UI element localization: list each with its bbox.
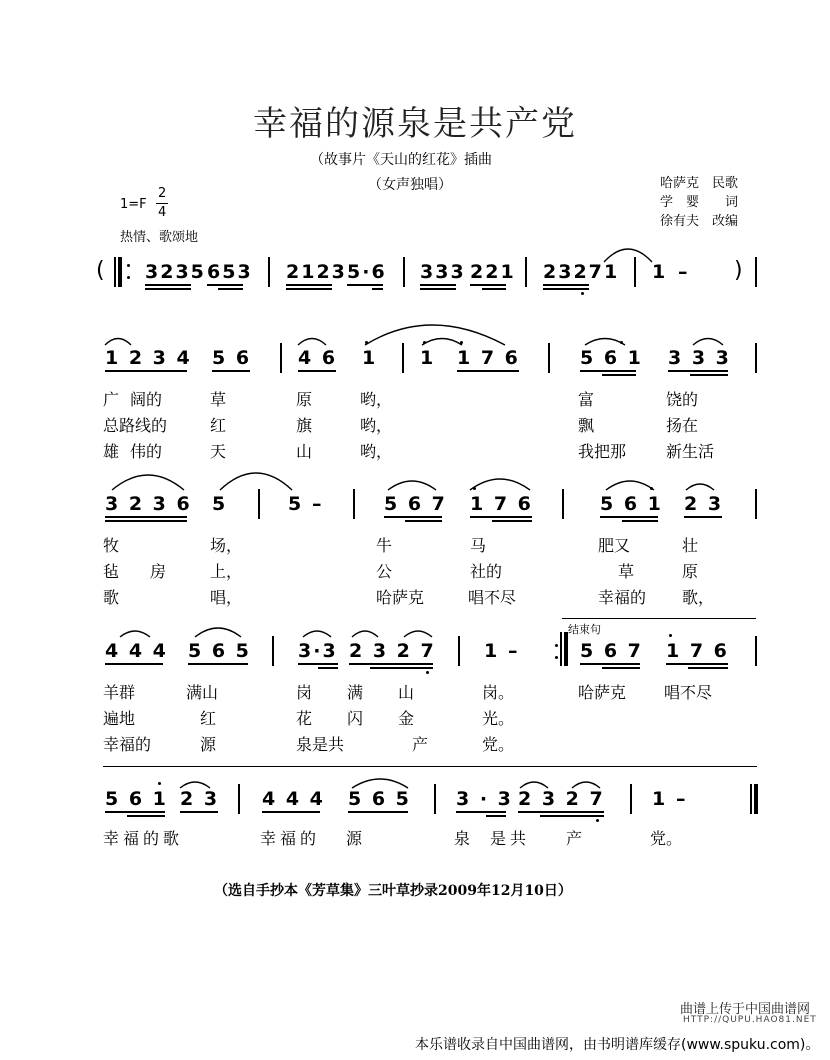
underline: [540, 815, 604, 817]
lyric: 场，: [210, 536, 243, 555]
lyric: 扬在: [666, 416, 699, 435]
underline: [384, 516, 442, 518]
paren-close: ): [734, 258, 743, 283]
lyric: 歌: [103, 588, 120, 607]
barline: [755, 257, 757, 287]
underline: [602, 374, 636, 376]
lyric: 产: [566, 829, 583, 848]
volta-bracket-continued: [103, 766, 757, 767]
lyric: 金: [398, 709, 415, 728]
repeat-dot: [127, 276, 130, 279]
underline: [145, 288, 191, 290]
lyric: 岗。: [482, 683, 515, 702]
note-group: 333: [420, 261, 466, 283]
low-octave-dot: [426, 671, 429, 674]
note-group: 1 7 6: [457, 347, 520, 369]
underline: [372, 288, 383, 290]
note-group: 1 7 6: [470, 493, 533, 515]
note-group: 1 2 3 4: [105, 347, 192, 369]
lyric: 山: [398, 683, 415, 702]
score-title: 幸福的源泉是共产党: [253, 104, 577, 144]
lyric: 原: [682, 562, 699, 581]
underline: [666, 663, 728, 665]
slur-arc: [120, 631, 150, 637]
lyric: 红: [210, 416, 227, 435]
note-group: 3235: [145, 261, 206, 283]
lyric: 党。: [482, 735, 515, 754]
high-octave-dot: [669, 634, 672, 637]
high-octave-dot: [365, 341, 368, 344]
underline: [492, 520, 532, 522]
note-group: 5 6 1: [600, 493, 663, 515]
lyric: 牧: [103, 536, 120, 555]
volta-bracket: [562, 618, 756, 619]
note: 1: [652, 261, 668, 283]
note: 1: [362, 347, 378, 369]
lyric: 我把那: [578, 442, 627, 461]
subtitle: （故事片《天山的红花》插曲: [310, 152, 492, 168]
barline: [238, 784, 240, 814]
lyric: 红: [200, 709, 217, 728]
high-octave-dot: [460, 341, 463, 344]
note: 5: [288, 493, 304, 515]
lyric: 上，: [210, 562, 243, 581]
lyric: 广: [103, 390, 120, 409]
underline: [348, 811, 408, 813]
lyric: 唱不尽: [468, 588, 517, 607]
high-octave-dot: [158, 782, 161, 785]
underline: [580, 663, 640, 665]
note-group: 2 3 2 7: [518, 788, 605, 810]
underline: [262, 811, 320, 813]
slur-arc: [352, 779, 408, 788]
key-signature: 1=F: [120, 197, 147, 212]
note-group: 5 6 1: [580, 347, 643, 369]
credit-lyrics: 学 婴 词: [660, 195, 739, 210]
underline: [580, 370, 636, 372]
barline: [634, 257, 636, 287]
lyric: 泉: [454, 829, 471, 848]
lyric: 产: [412, 735, 429, 754]
note-group: 5 6 5: [348, 788, 411, 810]
underline: [622, 520, 658, 522]
barline: [525, 257, 527, 287]
slur-arc: [404, 631, 432, 637]
barline: [548, 343, 550, 373]
note-group: 221: [470, 261, 516, 283]
source-note: （选自手抄本《芳草集》三叶草抄录2009年12月10日）: [214, 883, 572, 899]
lyric: 天: [210, 442, 227, 461]
underline: [370, 667, 433, 669]
underline: [543, 284, 589, 286]
lyric: 飘: [578, 416, 595, 435]
note-group: 3 2 3 6: [105, 493, 192, 515]
slur-arc: [298, 339, 326, 346]
slur-arc: [220, 473, 292, 490]
lyric: 源: [346, 829, 363, 848]
underline: [688, 667, 728, 669]
lyric: 原: [296, 390, 313, 409]
note-group: 5·6: [347, 261, 387, 283]
lyric: 光。: [482, 709, 515, 728]
underline: [105, 663, 163, 665]
underline: [486, 815, 506, 817]
lyric: 肥又: [598, 536, 631, 555]
note-group: 2 3: [180, 788, 220, 810]
underline: [482, 288, 506, 290]
paren-open: (: [96, 258, 105, 283]
lyric: 哈萨克: [578, 683, 627, 702]
note-group: 5 6: [212, 347, 252, 369]
barline: [560, 632, 562, 666]
barline: [280, 343, 282, 373]
collection-note: 本乐谱收录自中国曲谱网，由书明谱库缓存(www.spuku.com)。: [415, 1037, 820, 1053]
lyric: 泉是共: [296, 735, 345, 754]
lyric: 壮: [682, 536, 699, 555]
lyric: 伟的: [130, 442, 163, 461]
underline: [470, 284, 506, 286]
repeat-barline: [118, 257, 122, 287]
time-numerator: 2: [158, 186, 167, 201]
barline: [562, 489, 564, 519]
slur-arc: [606, 481, 654, 490]
time-denominator: 4: [158, 205, 167, 220]
repeat-dot: [555, 644, 558, 647]
slur-arc: [585, 339, 625, 346]
barline: [402, 343, 404, 373]
underline: [420, 284, 456, 286]
lyric: 哈萨克: [376, 588, 425, 607]
barline: [755, 636, 757, 666]
barline: [353, 489, 355, 519]
slur-arc: [352, 631, 378, 637]
underline: [105, 516, 187, 518]
slur-arc: [112, 475, 184, 490]
lyric: 满: [347, 683, 364, 702]
underline: [684, 516, 722, 518]
lyric: 幸福的: [260, 829, 321, 848]
lyric: 阔的: [130, 390, 163, 409]
underline: [420, 288, 456, 290]
lyric: 草: [618, 562, 635, 581]
underline: [286, 288, 332, 290]
lyric: 哟，: [360, 390, 393, 409]
slur-arc: [303, 631, 331, 637]
note-group: 3 3 3: [668, 347, 731, 369]
lyric: 新生活: [666, 442, 715, 461]
note-group: 4 4 4: [262, 788, 325, 810]
repeat-dot: [555, 656, 558, 659]
underline: [600, 516, 658, 518]
high-octave-dot: [473, 487, 476, 490]
high-octave-dot: [650, 487, 653, 490]
lyric: 唱不尽: [664, 683, 713, 702]
barline: [258, 489, 260, 519]
note-group: 5 6 7: [580, 640, 643, 662]
underline: [127, 815, 165, 817]
final-barline: [750, 784, 752, 814]
underline: [318, 667, 338, 669]
note: 1: [420, 347, 436, 369]
note-group: 2 3: [684, 493, 724, 515]
lyric: 满山: [186, 683, 219, 702]
barline: [268, 257, 270, 287]
underline: [212, 370, 250, 372]
final-barline-thick: [754, 784, 758, 814]
underline: [105, 811, 165, 813]
lyric: 房: [150, 562, 167, 581]
lyric: 饶的: [666, 390, 699, 409]
note-group: 3 · 3: [456, 788, 513, 810]
lyric: 幸福的: [103, 735, 152, 754]
lyric: 闪: [347, 709, 364, 728]
note-group: 4 6: [298, 347, 338, 369]
note-group: 1 7 6: [666, 640, 729, 662]
lyric: 公: [376, 562, 393, 581]
barline: [114, 257, 116, 287]
lyric: 牛: [376, 536, 393, 555]
note: 1: [484, 640, 500, 662]
lyric: 幸福的: [598, 588, 647, 607]
note-group: 5 6 7: [384, 493, 447, 515]
note-group: 5 6 1: [105, 788, 168, 810]
lyric: 遍地: [103, 709, 136, 728]
underline: [518, 811, 604, 813]
underline: [668, 370, 728, 372]
slur-arc: [422, 339, 462, 346]
underline: [602, 667, 640, 669]
dash: –: [312, 493, 324, 515]
dash: –: [678, 261, 690, 283]
repeat-barline: [564, 632, 568, 666]
lyric: 山: [296, 442, 313, 461]
underline: [207, 284, 243, 286]
lyric: 富: [578, 390, 595, 409]
note-group: 653: [207, 261, 253, 283]
lyric: 源: [200, 735, 217, 754]
underline: [298, 663, 338, 665]
underline: [298, 370, 336, 372]
note-group: 3·3: [298, 640, 338, 662]
lyric: 哟，: [360, 416, 393, 435]
low-octave-dot: [596, 819, 599, 822]
slur-arc: [693, 339, 723, 346]
barline: [403, 257, 405, 287]
lyric: 幸福的歌: [103, 829, 184, 848]
barline: [630, 784, 632, 814]
slur-arc: [105, 339, 131, 346]
note: 5: [212, 493, 228, 515]
dash: –: [508, 640, 520, 662]
lyric: 旗: [296, 416, 313, 435]
barline: [755, 343, 757, 373]
lyric: 哟，: [360, 442, 393, 461]
lyric: 歌，: [682, 588, 715, 607]
slur-arc: [388, 481, 436, 490]
upload-note: 曲谱上传于中国曲谱网: [680, 1002, 811, 1017]
underline: [145, 284, 191, 286]
barline: [458, 636, 460, 666]
underline: [188, 663, 248, 665]
underline: [105, 520, 187, 522]
note-group: 2327: [543, 261, 604, 283]
slur-arc: [470, 479, 530, 490]
underline: [543, 288, 589, 290]
underline: [457, 370, 519, 372]
barline: [272, 636, 274, 666]
lyric: 社的: [470, 562, 503, 581]
note-group: 2123: [286, 261, 347, 283]
lyric: 花: [296, 709, 313, 728]
underline: [456, 811, 506, 813]
lyric: 雄: [103, 442, 120, 461]
slur-arc: [365, 325, 505, 345]
lyric: 总路线的: [103, 416, 168, 435]
slur-arc: [686, 484, 714, 490]
tempo-marking: 热情、歌颂地: [120, 230, 199, 245]
barline: [434, 784, 436, 814]
underline: [349, 663, 433, 665]
underline: [218, 288, 243, 290]
underline: [405, 520, 442, 522]
slur-arc: [195, 628, 241, 637]
underline: [286, 284, 332, 286]
note-group: 5 6 5: [188, 640, 251, 662]
lyric: 毡: [103, 562, 120, 581]
underline: [180, 811, 218, 813]
barline: [755, 489, 757, 519]
underline: [470, 516, 532, 518]
dash: –: [676, 788, 688, 810]
note-group: 2 3 2 7: [349, 640, 436, 662]
underline: [347, 284, 383, 286]
credit-folk: 哈萨克 民歌: [660, 176, 739, 191]
lyric: 是共: [490, 829, 531, 848]
high-octave-dot: [423, 341, 426, 344]
note-group: 4 4 4: [105, 640, 168, 662]
repeat-dot: [127, 264, 130, 267]
note: 1: [604, 261, 620, 283]
lyric: 唱，: [210, 588, 243, 607]
high-octave-dot: [620, 341, 623, 344]
ending-label: 结束句: [568, 623, 601, 636]
credit-arranger: 徐有夫 改编: [660, 214, 739, 229]
lyric: 党。: [650, 829, 683, 848]
voice-type: （女声独唱）: [368, 177, 452, 193]
site-url[interactable]: HTTP://QUPU.HAO81.NET: [683, 1015, 817, 1025]
lyric: 马: [470, 536, 487, 555]
underline: [690, 374, 728, 376]
underline: [105, 370, 187, 372]
lyric: 岗: [296, 683, 313, 702]
note: 1: [652, 788, 668, 810]
lyric: 草: [210, 390, 227, 409]
lyric: 羊群: [103, 683, 136, 702]
low-octave-dot: [581, 292, 584, 295]
